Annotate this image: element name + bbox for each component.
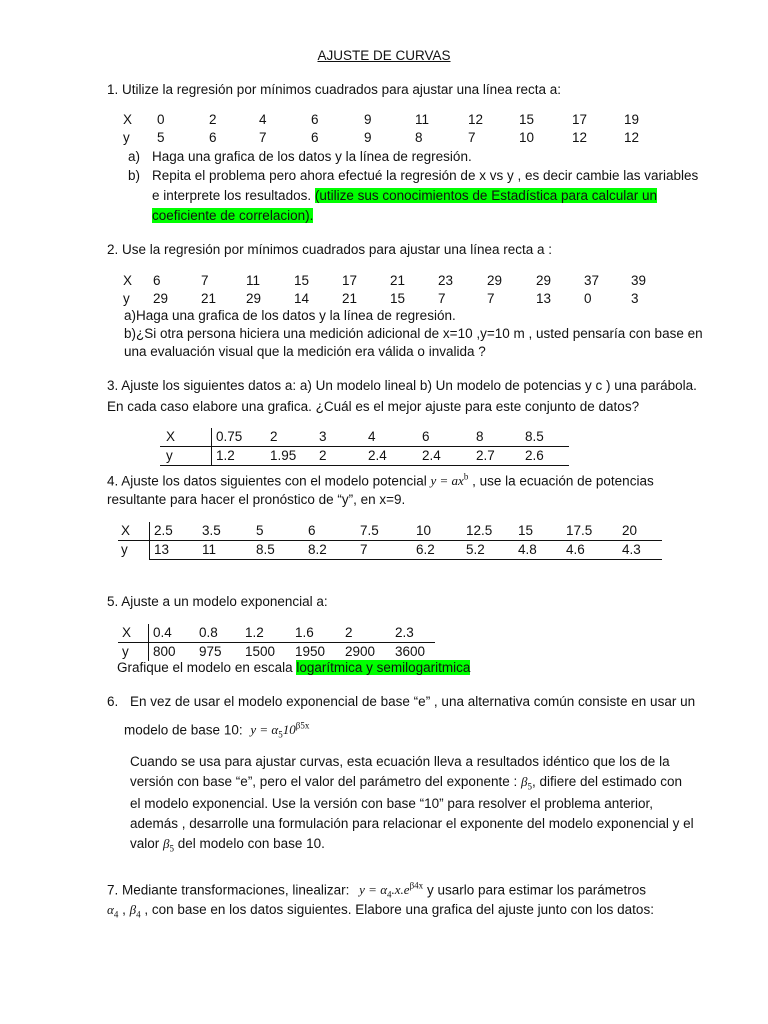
table-cell: 0.8	[195, 624, 241, 643]
data-cell: 17	[572, 112, 588, 127]
table-header-cell: X	[118, 522, 150, 541]
table-cell: 7	[356, 541, 412, 560]
table-cell: 800	[153, 644, 176, 659]
data-cell: 21	[201, 291, 217, 306]
table-cell: 1.2	[241, 624, 291, 643]
data-cell: 9	[364, 130, 372, 145]
table-cell: 20	[622, 523, 638, 538]
table-cell: 1.95	[266, 447, 315, 466]
table-cell: 11	[198, 541, 252, 560]
data-cell: 4	[259, 112, 267, 127]
data-cell: 7	[201, 273, 209, 288]
problem-4-line-2: resultante para hacer el pronóstico de “y”, en x=9.	[107, 492, 406, 507]
problem-5-stem: 5. Ajuste a un modelo exponencial a:	[107, 594, 328, 609]
table-cell: 3.5	[202, 523, 221, 538]
table-cell: 2900	[345, 644, 376, 659]
data-cell: 7	[259, 130, 267, 145]
data-cell: 15	[294, 273, 310, 288]
table-cell: 1.6	[291, 624, 341, 643]
table-cell: 5	[256, 523, 264, 538]
linearize-model-equation: $y = \alpha_4.x.e^{\beta 4x}$	[359, 881, 424, 900]
data-cell: 3	[631, 291, 639, 306]
data-cell: 6	[311, 112, 319, 127]
power-model-equation: $y = ax^b$	[430, 472, 469, 489]
table-cell: 6.2	[412, 541, 462, 560]
data-cell: 15	[390, 291, 406, 306]
data-cell: 19	[624, 112, 640, 127]
data-cell: 17	[342, 273, 358, 288]
data-cell: 11	[246, 273, 261, 288]
table-cell: 7.5	[360, 523, 379, 538]
data-cell: 12	[572, 130, 588, 145]
table-cell: 12.5	[466, 523, 493, 538]
problem-6-para-4: además , desarrolle una formulación para relacionar el exponente del modelo exponencial y el	[130, 816, 694, 831]
problem-1-b-mark: b)	[128, 168, 141, 183]
problem-2-a: a)Haga una grafica de los datos y la línea de regresión.	[124, 308, 456, 323]
problem-1-a-mark: a)	[128, 149, 141, 164]
problem-4-table	[118, 522, 662, 560]
data-cell: 21	[342, 291, 358, 306]
data-cell: 9	[364, 112, 372, 127]
table-header-cell: X	[118, 624, 149, 643]
problem-6-para-1: Cuando se usa para ajustar curvas, esta ecuación lleva a resultados idéntico que los de la	[130, 754, 670, 769]
data-cell: 29	[487, 273, 503, 288]
table-cell: 1500	[245, 644, 276, 659]
data-cell: 0	[584, 291, 592, 306]
data-cell: 21	[390, 273, 406, 288]
problem-2-b-1: b)¿Si otra persona hiciera una medición adicional de x=10 ,y=10 m , usted pensaría con base en	[124, 326, 703, 341]
table-cell: 6	[308, 523, 316, 538]
table-cell: 2.5	[154, 523, 173, 538]
data-cell: 7	[438, 291, 446, 306]
problem-1-highlight-1: (utilize sus conocimientos de Estadística para calcular un	[314, 188, 658, 203]
problem-1-a-text: Haga una grafica de los datos y la línea de regresión.	[152, 149, 472, 164]
table-cell: 2.4	[418, 447, 472, 466]
table-cell: 2.4	[364, 447, 418, 466]
data-cell: 15	[519, 112, 535, 127]
problem-3-line-2: En cada caso elabore una grafica. ¿Cuál es el mejor ajuste para este conjunto de datos?	[107, 399, 640, 414]
data-cell: 7	[468, 130, 476, 145]
problem-2-b-2: una evaluación visual que la medición era válida o invalida ?	[124, 344, 486, 359]
table-cell: 8.2	[304, 541, 356, 560]
problem-5-grafique: Grafique el modelo en escala logarítmica y semilogaritmica	[117, 660, 471, 675]
problem-6-para-2: versión con base “e”, pero el valor del parámetro del exponente : $\beta_5$, difiere del estimado con	[130, 774, 683, 792]
table-cell: 2.6	[521, 447, 569, 466]
table-cell: 1950	[295, 644, 326, 659]
table-cell: 0.4	[149, 624, 196, 643]
data-cell: 5	[157, 130, 165, 145]
table-cell: 4	[364, 428, 418, 447]
table-cell: 4.8	[514, 541, 562, 560]
data-cell: 6	[209, 130, 217, 145]
data-cell: 0	[157, 112, 165, 127]
problem-1-b-text-2: e interprete los resultados. (utilize sus conocimientos de Estadística para calcular un	[152, 188, 658, 203]
problem-5-table	[118, 624, 435, 661]
problem-1-stem: 1. Utilize la regresión por mínimos cuadrados para ajustar una línea recta a:	[107, 82, 561, 97]
table-cell: 1.2	[212, 447, 267, 466]
problem-1-b-text-1: Repita el problema pero ahora efectué la regresión de x vs y , es decir cambie las variables	[152, 168, 699, 183]
table-cell: 8.5	[252, 541, 304, 560]
data-cell: 23	[438, 273, 454, 288]
data-cell: 8	[415, 130, 423, 145]
table-cell: 10	[416, 523, 432, 538]
table-cell: 6	[418, 428, 472, 447]
table-header-cell: y	[118, 541, 150, 560]
data-cell: 12	[624, 130, 640, 145]
table-cell: 0.75	[212, 428, 267, 447]
data-cell: 10	[519, 130, 535, 145]
problem-6-para-5: valor $\beta_5$ del modelo con base 10.	[130, 836, 325, 854]
table-cell: 2.7	[472, 447, 521, 466]
problem-6-line-1: En vez de usar el modelo exponencial de base “e” , una alternativa común consiste en usar un	[130, 694, 696, 709]
problem-4-line-1: 4. Ajuste los datos siguientes con el modelo potencial $y = ax^b$ , use la ecuación de potencias	[107, 472, 654, 489]
data-cell: 6	[311, 130, 319, 145]
problem-7-line-2: $\alpha_4$ , $\beta_4$ , con base en los datos siguientes. Elabore una grafica del ajuste junto con los datos:	[107, 902, 654, 920]
table-header-cell: y	[160, 447, 212, 466]
table-cell: 4.3	[618, 541, 662, 560]
table-cell: 8	[472, 428, 521, 447]
problem-6-line-2: modelo de base 10: $y = \alpha_510^{\beta 5x}$	[124, 721, 310, 740]
table-header-cell: X	[160, 428, 212, 447]
data-cell: 29	[536, 273, 552, 288]
table-cell: 975	[199, 644, 222, 659]
problem-7-line-1: 7. Mediante transformaciones, linealizar: $y = \alpha_4.x.e^{\beta 4x}$ y usarlo para estimar los parámetros	[107, 881, 647, 900]
table-cell: 15	[518, 523, 534, 538]
table-cell: 13	[150, 541, 199, 560]
data-cell: 12	[468, 112, 484, 127]
table-cell: 5.2	[462, 541, 514, 560]
data-cell: 2	[209, 112, 217, 127]
table-cell: 8.5	[521, 428, 569, 447]
problem-1-y-label: y	[123, 130, 130, 145]
table-cell: 2.3	[391, 624, 435, 643]
data-cell: 29	[246, 291, 262, 306]
table-cell: 4.6	[562, 541, 618, 560]
table-header-cell: y	[118, 643, 149, 662]
problem-1-x-label: X	[123, 112, 133, 127]
data-cell: 7	[487, 291, 495, 306]
problem-5-highlight: logarítmica y semilogaritmica	[296, 660, 471, 675]
problem-3-table	[160, 428, 569, 466]
table-cell: 2	[315, 447, 364, 466]
problem-1-highlight-2: coeficiente de correlacion).	[152, 208, 314, 223]
problem-3-line-1: 3. Ajuste los siguientes datos a: a) Un modelo lineal b) Un modelo de potencias y c ) una parábola.	[107, 378, 697, 393]
table-cell: 17.5	[566, 523, 593, 538]
data-cell: 11	[415, 112, 430, 127]
data-cell: 6	[153, 273, 161, 288]
problem-2-stem: 2. Use la regresión por mínimos cuadrados para ajustar una línea recta a :	[107, 242, 552, 257]
table-cell: 3	[315, 428, 364, 447]
problem-1-b-text-3	[152, 206, 313, 226]
base-10-model-equation: $y = \alpha_510^{\beta 5x}$	[250, 721, 310, 740]
problem-6-para-3: el modelo exponencial. Use la versión con base “10” para resolver el problema anterior,	[130, 796, 654, 811]
problem-2-y-label: y	[123, 291, 130, 306]
table-cell: 3600	[395, 644, 426, 659]
data-cell: 37	[584, 273, 600, 288]
data-cell: 14	[294, 291, 310, 306]
table-cell: 2	[266, 428, 315, 447]
problem-6-number: 6.	[107, 694, 119, 709]
data-cell: 39	[631, 273, 647, 288]
data-cell: 13	[536, 291, 552, 306]
table-cell: 2	[341, 624, 391, 643]
problem-2-x-label: X	[123, 273, 133, 288]
data-cell: 29	[153, 291, 169, 306]
page-title: AJUSTE DE CURVAS	[317, 48, 451, 63]
